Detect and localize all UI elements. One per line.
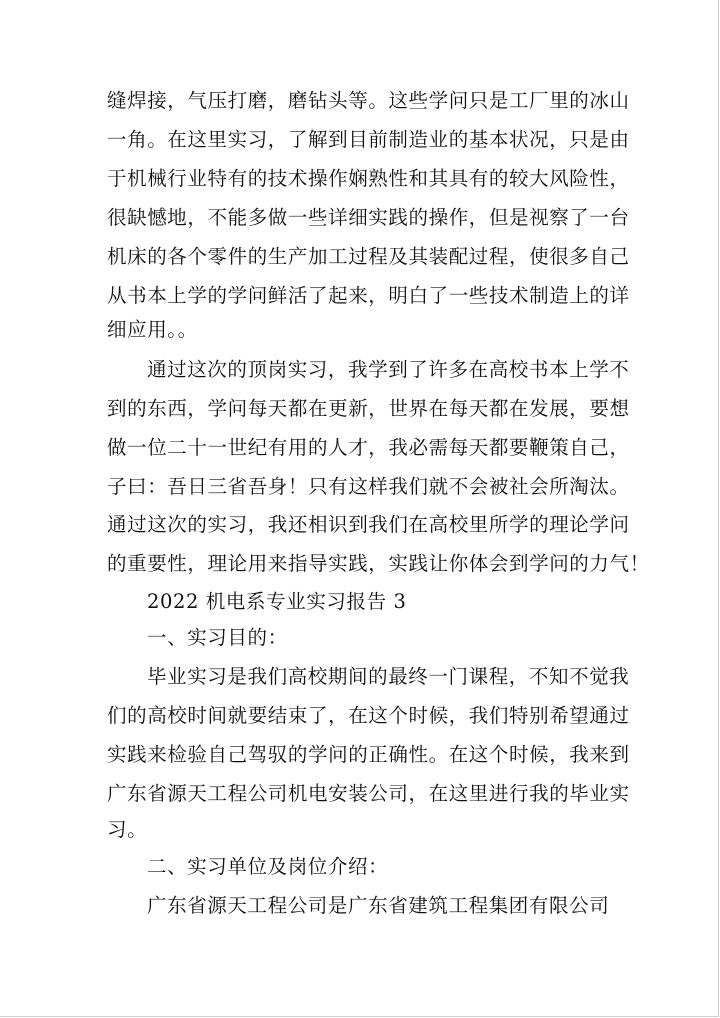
text-line: 习。 (107, 818, 148, 841)
text-line: 广东省源天工程公司机电安装公司，在这里进行我的毕业实 (107, 782, 630, 805)
text-line: 一角。在这里实习，了解到目前制造业的基本状况，只是由 (107, 128, 630, 151)
text-line: 到的东西，学问每天都在更新，世界在每天都在发展，要想 (107, 397, 630, 420)
text-line: 实践来检验自己驾驭的学问的正确性。在这个时候，我来到 (107, 743, 630, 766)
text-line: 细应用。。 (107, 318, 198, 341)
text-line: 做一位二十一世纪有用的人才，我必需每天都要鞭策自己， (107, 436, 630, 459)
paragraph-first-line: 通过这次的顶岗实习，我学到了许多在高校书本上学不 (147, 358, 630, 381)
text-line: 于机械行业特有的技术操作娴熟性和其具有的较大风险性， (107, 167, 630, 190)
text-line: 很缺憾地，不能多做一些详细实践的操作，但是视察了一台 (107, 206, 630, 229)
text-line: 从书本上学的学问鲜活了起来，明白了一些技术制造上的详 (107, 284, 630, 307)
text-line: 子曰：吾日三省吾身！只有这样我们就不会被社会所淘汰。 (107, 475, 630, 498)
section-heading: 二、实习单位及岗位介绍： (147, 855, 389, 878)
text-line: 通过这次的实习，我还相识到我们在高校里所学的理论学问 (107, 513, 630, 536)
text-line: 的重要性，理论用来指导实践，实践让你体会到学问的力气！ (107, 552, 650, 575)
text-line: 机床的各个零件的生产加工过程及其装配过程，使很多自己 (107, 245, 630, 268)
paragraph-first-line: 毕业实习是我们高校期间的最终一门课程，不知不觉我 (147, 665, 630, 688)
section-heading: 一、实习目的： (147, 626, 288, 649)
section-title: 2022 机电系专业实习报告 3 (147, 590, 407, 613)
text-line: 缝焊接，气压打磨，磨钻头等。这些学问只是工厂里的冰山 (107, 89, 630, 112)
paragraph-first-line: 广东省源天工程公司是广东省建筑工程集团有限公司 (147, 894, 610, 917)
text-line: 们的高校时间就要结束了，在这个时候，我们特别希望通过 (107, 704, 630, 727)
